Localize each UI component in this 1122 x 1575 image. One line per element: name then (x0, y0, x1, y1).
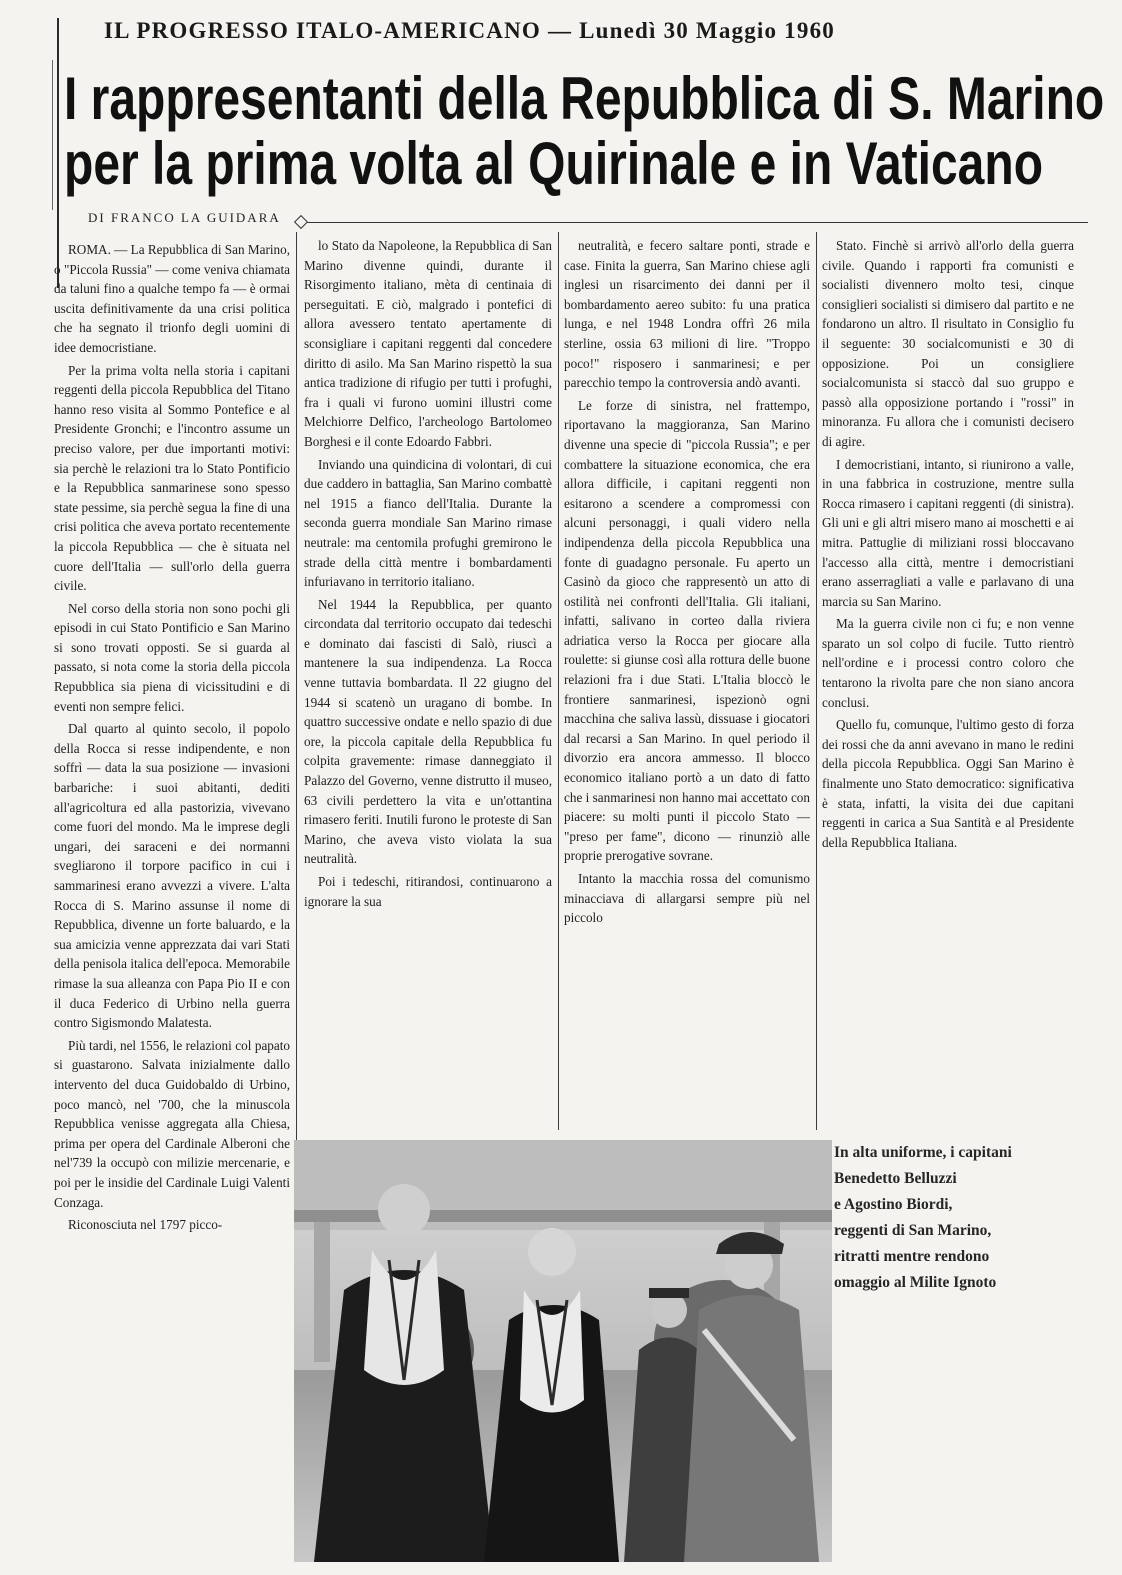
paragraph: neutralità, e fecero saltare ponti, strade e case. Finita la guerra, San Marino chiese agli inglesi un risarcimento dei danni per il bombardamento aereo subito: fu una pratica lunga, e nel 1948 Londra offrì 26 mila sterline, ossia 63 milioni di lire. "Troppo poco!" risposero i sanmarinesi; e per parecchio tempo la controversia andò avanti. (564, 238, 810, 391)
paragraph: Quello fu, comunque, l'ultimo gesto di forza dei rossi che da anni avevano in mano le redini della piccola Repubblica. Oggi San Marino è finalmente uno Stato democratico: significativa è stata, infatti, la visita dei due capitani reggenti in carica a Sua Santità e al Presidente della Repubblica Italiana. (822, 717, 1074, 850)
ornament-diamond-icon (294, 215, 308, 229)
article-column-1 (54, 240, 290, 1540)
caption-line: Benedetto Belluzzi (834, 1170, 957, 1187)
caption-line: e Agostino Biordi, (834, 1196, 953, 1213)
paragraph: I democristiani, intanto, si riunirono a valle, in una fabbrica in costruzione, mentre sulla Rocca rimasero i capitani reggenti (di sinistra). Gli uni e gli altri misero mano ai moschetti e ai mitra. Pattuglie di miliziani rossi bloccavano l'accesso alla città, mentre i democristiani erano asserragliati a valle e parlavano di una marcia su San Marino. (822, 456, 1074, 609)
paragraph: Nel corso della storia non sono pochi gli episodi in cui Stato Pontificio e San Marino si sono trovati opposti. Se si guarda al passato, si nota come la storia della piccola Repubblica sia piena di vicissitudini e di eventi non sempre felici. (54, 600, 290, 714)
photo-illustration (294, 1140, 832, 1562)
paragraph: Stato. Finchè si arrivò all'orlo della guerra civile. Quando i rapporti fra comunisti e socialisti divennero molto tesi, cinque consiglieri socialisti si dimisero dal partito e ne fondarono un altro. Il risultato in Consiglio fu il seguente: 30 socialcomunisti e 30 di opposizione. Poi un consigliere socialcomunista si staccò dal suo gruppo e passò alla opposizione portando i "rossi" in minoranza. Fu allora che i comunisti decisero di agire. (822, 238, 1074, 449)
article-column-4 (822, 236, 1074, 1096)
article-column-2 (304, 236, 552, 1130)
masthead: IL PROGRESSO ITALO-AMERICANO — Lunedì 30 Maggio 1960 (104, 18, 835, 43)
headline-line-2: per la prima volta al Quirinale e in Vaticano (64, 130, 1044, 197)
paragraph: Più tardi, nel 1556, le relazioni col papato si guastarono. Salvata inizialmente dallo intervento del duca Guidobaldo di Urbino, poco mancò, nel '700, che la minuscola Repubblica venisse aggregata alla Chiesa, prima per opera del Cardinale Alberoni che nel'739 la occupò con milizie mercenarie, e poi per le insidie del Cardinale Luigi Valenti Conzaga. (54, 1037, 290, 1210)
paragraph: Per la prima volta nella storia i capitani reggenti della piccola Repubblica del Titano hanno reso visita al Sommo Pontefice e al Presidente Gronchi; e l'incontro assume un preciso valore, per due importanti motivi: sia perchè le relazioni tra lo Stato Pontificio e la Repubblica sanmarinese sono spesso state pessime, sia perchè segua la fine di una crisi politica che aveva portato recentemente la piccola Repubblica — che è situata nel cuore dell'Italia — sull'orlo della guerra civile. (54, 362, 290, 594)
paragraph: lo Stato da Napoleone, la Repubblica di San Marino divenne quindi, durante il Risorgimento italiano, mèta di centinaia di perseguitati. E ciò, malgrado i pontefici di allora avessero tentato apertamente di sconsigliare i capitani reggenti dal concedere diritto di asilo. Ma San Marino rispettò la sua antica tradizione di rifugio per tutti i profughi, fra i quali vi furono uomini illustri come Melchiorre Delfico, l'archeologo Bartolomeo Borghesi e il conte Edoardo Fabbri. (304, 238, 552, 449)
caption-line: In alta uniforme, i capitani (834, 1144, 1012, 1161)
paragraph: Intanto la macchia rossa del comunismo minacciava di allargarsi sempre più nel piccolo (564, 871, 810, 926)
byline: DI FRANCO LA GUIDARA (88, 210, 281, 225)
paragraph: Riconosciuta nel 1797 picco- (68, 1217, 223, 1233)
paragraph: ROMA. — La Repubblica di San Marino, o "Piccola Russia" — come veniva chiamata da taluni fino a qualche tempo fa — è ormai uscita definitivamente da una crisi politica che ha segnato il trionfo degli uomini di idee democristiane. (54, 242, 290, 355)
column-rule (558, 232, 559, 1130)
paragraph: Poi i tedeschi, ritirandosi, continuarono a ignorare la sua (304, 874, 552, 909)
photo-caption (834, 1140, 1084, 1296)
byline-rule (300, 222, 1088, 223)
paragraph: Le forze di sinistra, nel frattempo, riportavano la maggioranza, San Marino divenne una specie di "piccola Russia"; e per combattere la situazione economica, che era allora difficile, i capitani reggenti non esitarono a scendere a compromessi con alcuni personaggi, i quali videro nella indipendenza della piccola Repubblica una fonte di guadagno personale. Fu aperto un Casinò da gioco che rappresentò un atto di ostilità nei confronti dell'Italia. Gli italiani, infatti, salivano in corteo dalla riviera adriatica verso la Rocca per giocare alla roulette: si giunse così alla rottura delle buone relazioni fra i due Stati. L'Italia bloccò le frontiere sanmarinesi, ispezionò ogni macchina che saliva lassù, dissuase i giocatori dal recarsi a San Marino. In quel periodo il divorzio era ancora ammesso. Il blocco economico italiano portò a un dato di fatto che i sanmarinesi non hanno mai accettato con piacere: su molti punti il piccolo Stato — "preso per fame", dicono — rinunziò alle proprie prerogative sovrane. (564, 397, 810, 864)
photo-captains-regent (294, 1140, 832, 1562)
byline-row (88, 210, 1088, 230)
article-column-3 (564, 236, 810, 1130)
paragraph: Ma la guerra civile non ci fu; e non venne sparato un sol colpo di fucile. Tutto rientrò nell'ordine e i processi contro coloro che tentarono la rivolta pare che non siano ancora conclusi. (822, 616, 1074, 710)
caption-line: reggenti di San Marino, (834, 1222, 992, 1239)
paragraph: Inviando una quindicina di volontari, di cui due caddero in battaglia, San Marino combattè nel 1915 a fianco dell'Italia. Durante la seconda guerra mondiale San Marino rimase neutrale: ma centomila profughi gremirono le strade della città mentre i bombardamenti infuriavano in territorio italiano. (304, 456, 552, 590)
caption-line: omaggio al Milite Ignoto (834, 1274, 997, 1291)
caption-line: ritratti mentre rendono (834, 1248, 990, 1265)
paragraph: Dal quarto al quinto secolo, il popolo della Rocca si resse indipendente, e non soffrì — data la sua posizione — invasioni barbariche: i suoi abitanti, dediti all'agricoltura ed alla pastorizia, vivevano come fuori del mondo. Ma le imprese degli ungari, dei saraceni e dei normanni svegliarono il torpore pacifico in cui i sammarinesi erano avvezzi a vivere. L'alta Rocca di S. Marino assunse il nome di Repubblica, divenne un forte baluardo, e la sua amicizia venne apprezzata dai vari Stati della penisola italica dell'epoca. Memorabile rimase la sua alleanza con Papa Pio II e con il duca Federico di Urbino nella guerra contro Sigismondo Malatesta. (54, 721, 290, 1031)
column-rule (816, 232, 817, 1130)
paragraph: Nel 1944 la Repubblica, per quanto circondata dal territorio occupato dai tedeschi e dominato dai fascisti di Salò, riuscì a mantenere la sua indipendenza. La Rocca venne tuttavia bombardata. Il 22 giugno del 1944 si scatenò un uragano di bombe. In quattro successive ondate e nello spazio di due ore, la piccola capitale della Repubblica fu colpita gravemente: rimase danneggiato il Palazzo del Governo, venne distrutto il museo, 63 civili perdettero la vita e un'ottantina rimasero feriti. Inutili furono le proteste di San Marino, che aveva visto violata la sua neutralità. (304, 596, 552, 867)
left-margin-rule-inner (52, 60, 53, 210)
headline-line-1: I rappresentanti della Repubblica di S. Marino (64, 65, 1105, 132)
